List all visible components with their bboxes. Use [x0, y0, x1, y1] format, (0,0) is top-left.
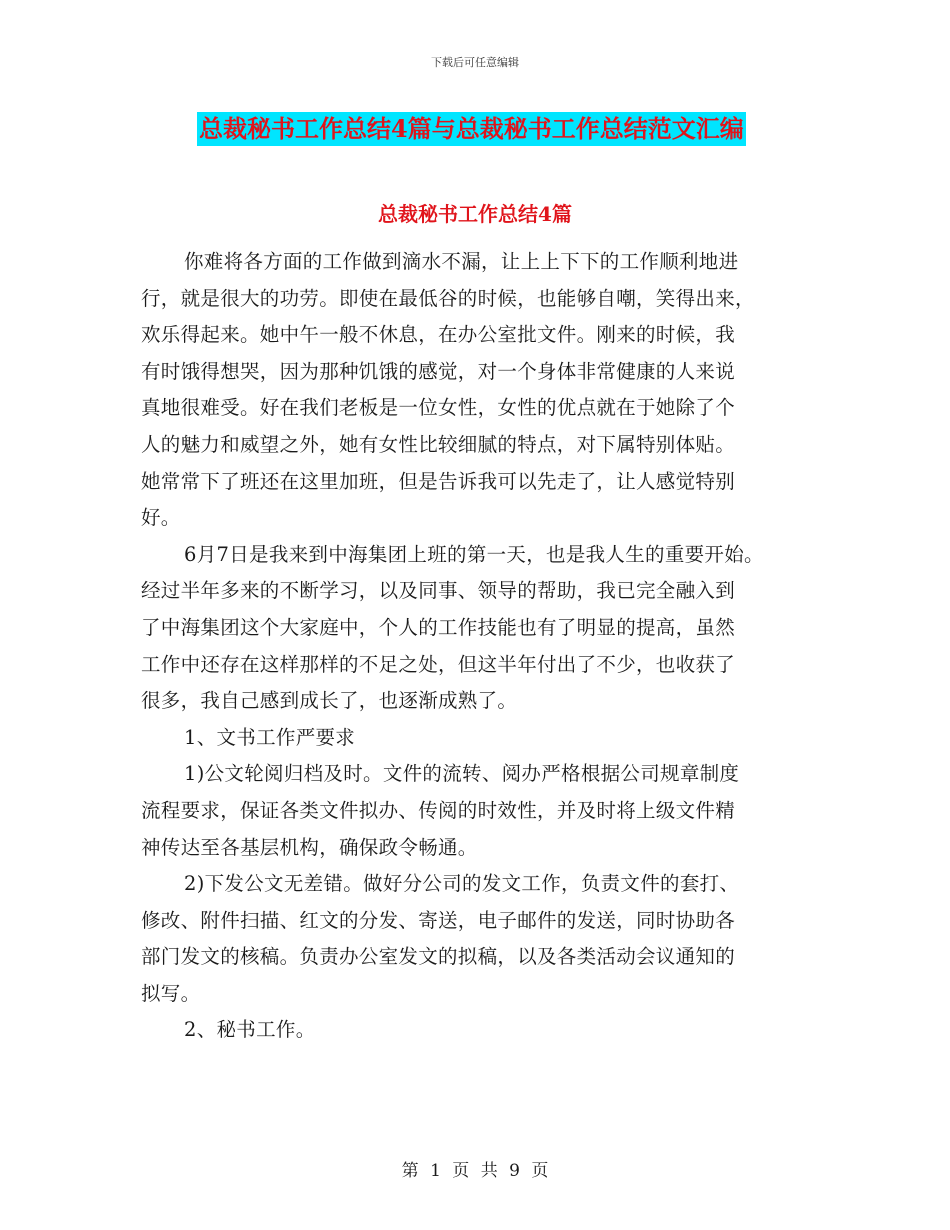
text-line: 好。	[141, 506, 181, 530]
page-indicator: 第 1 页 共 9 页	[401, 1161, 549, 1181]
text-line: 部门发文的核稿。负责办公室发文的拟稿，以及各类活动会议通知的	[141, 945, 736, 969]
text-line: 有时饿得想哭，因为那种饥饿的感觉，对一个身体非常健康的人来说	[141, 359, 736, 383]
text-line: 6月7日是我来到中海集团上班的第一天，也是我人生的重要开始。	[184, 542, 764, 566]
paragraph	[141, 244, 841, 537]
paragraph	[141, 756, 841, 866]
text-line: 2)下发公文无差错。做好分公司的发文工作，负责文件的套打、	[184, 872, 740, 896]
section-title: 总裁秘书工作总结4篇	[378, 202, 572, 226]
paragraph	[141, 537, 841, 720]
document-body	[141, 244, 841, 1049]
text-line: 欢乐得起来。她中午一般不休息，在办公室批文件。刚来的时候，我	[141, 323, 736, 347]
text-line: 流程要求，保证各类文件拟办、传阅的时效性，并及时将上级文件精	[141, 798, 736, 822]
text-line: 她常常下了班还在这里加班，但是告诉我可以先走了，让人感觉特别	[141, 469, 736, 493]
list-heading	[141, 720, 841, 757]
text-line: 1、文书工作严要求	[184, 725, 356, 749]
text-line: 神传达至各基层机构，确保政令畅通。	[141, 835, 478, 859]
text-line: 修改、附件扫描、红文的分发、寄送，电子邮件的发送，同时协助各	[141, 908, 736, 932]
text-line: 1)公文轮阅归档及时。文件的流转、阅办严格根据公司规章制度	[184, 762, 740, 786]
text-line: 很多，我自己感到成长了，也逐渐成熟了。	[141, 689, 518, 713]
header-note: 下载后可任意编辑	[431, 56, 519, 69]
text-line: 行，就是很大的功劳。即使在最低谷的时候，也能够自嘲，笑得出来，	[141, 286, 755, 310]
document-title: 总裁秘书工作总结4篇与总裁秘书工作总结范文汇编	[197, 112, 746, 146]
text-line: 真地很难受。好在我们老板是一位女性，女性的优点就在于她除了个	[141, 396, 736, 420]
list-heading	[141, 1012, 841, 1049]
text-line: 经过半年多来的不断学习，以及同事、领导的帮助，我已完全融入到	[141, 579, 736, 603]
text-line: 工作中还存在这样那样的不足之处，但这半年付出了不少，也收获了	[141, 652, 736, 676]
text-line: 2、秘书工作。	[184, 1018, 316, 1042]
text-line: 人的魅力和威望之外，她有女性比较细腻的特点，对下属特别体贴。	[141, 432, 736, 456]
text-line: 你难将各方面的工作做到滴水不漏，让上上下下的工作顺利地进	[184, 250, 739, 273]
text-line: 拟写。	[141, 981, 201, 1005]
paragraph	[141, 866, 841, 1012]
text-line: 了中海集团这个大家庭中，个人的工作技能也有了明显的提高，虽然	[141, 615, 736, 639]
